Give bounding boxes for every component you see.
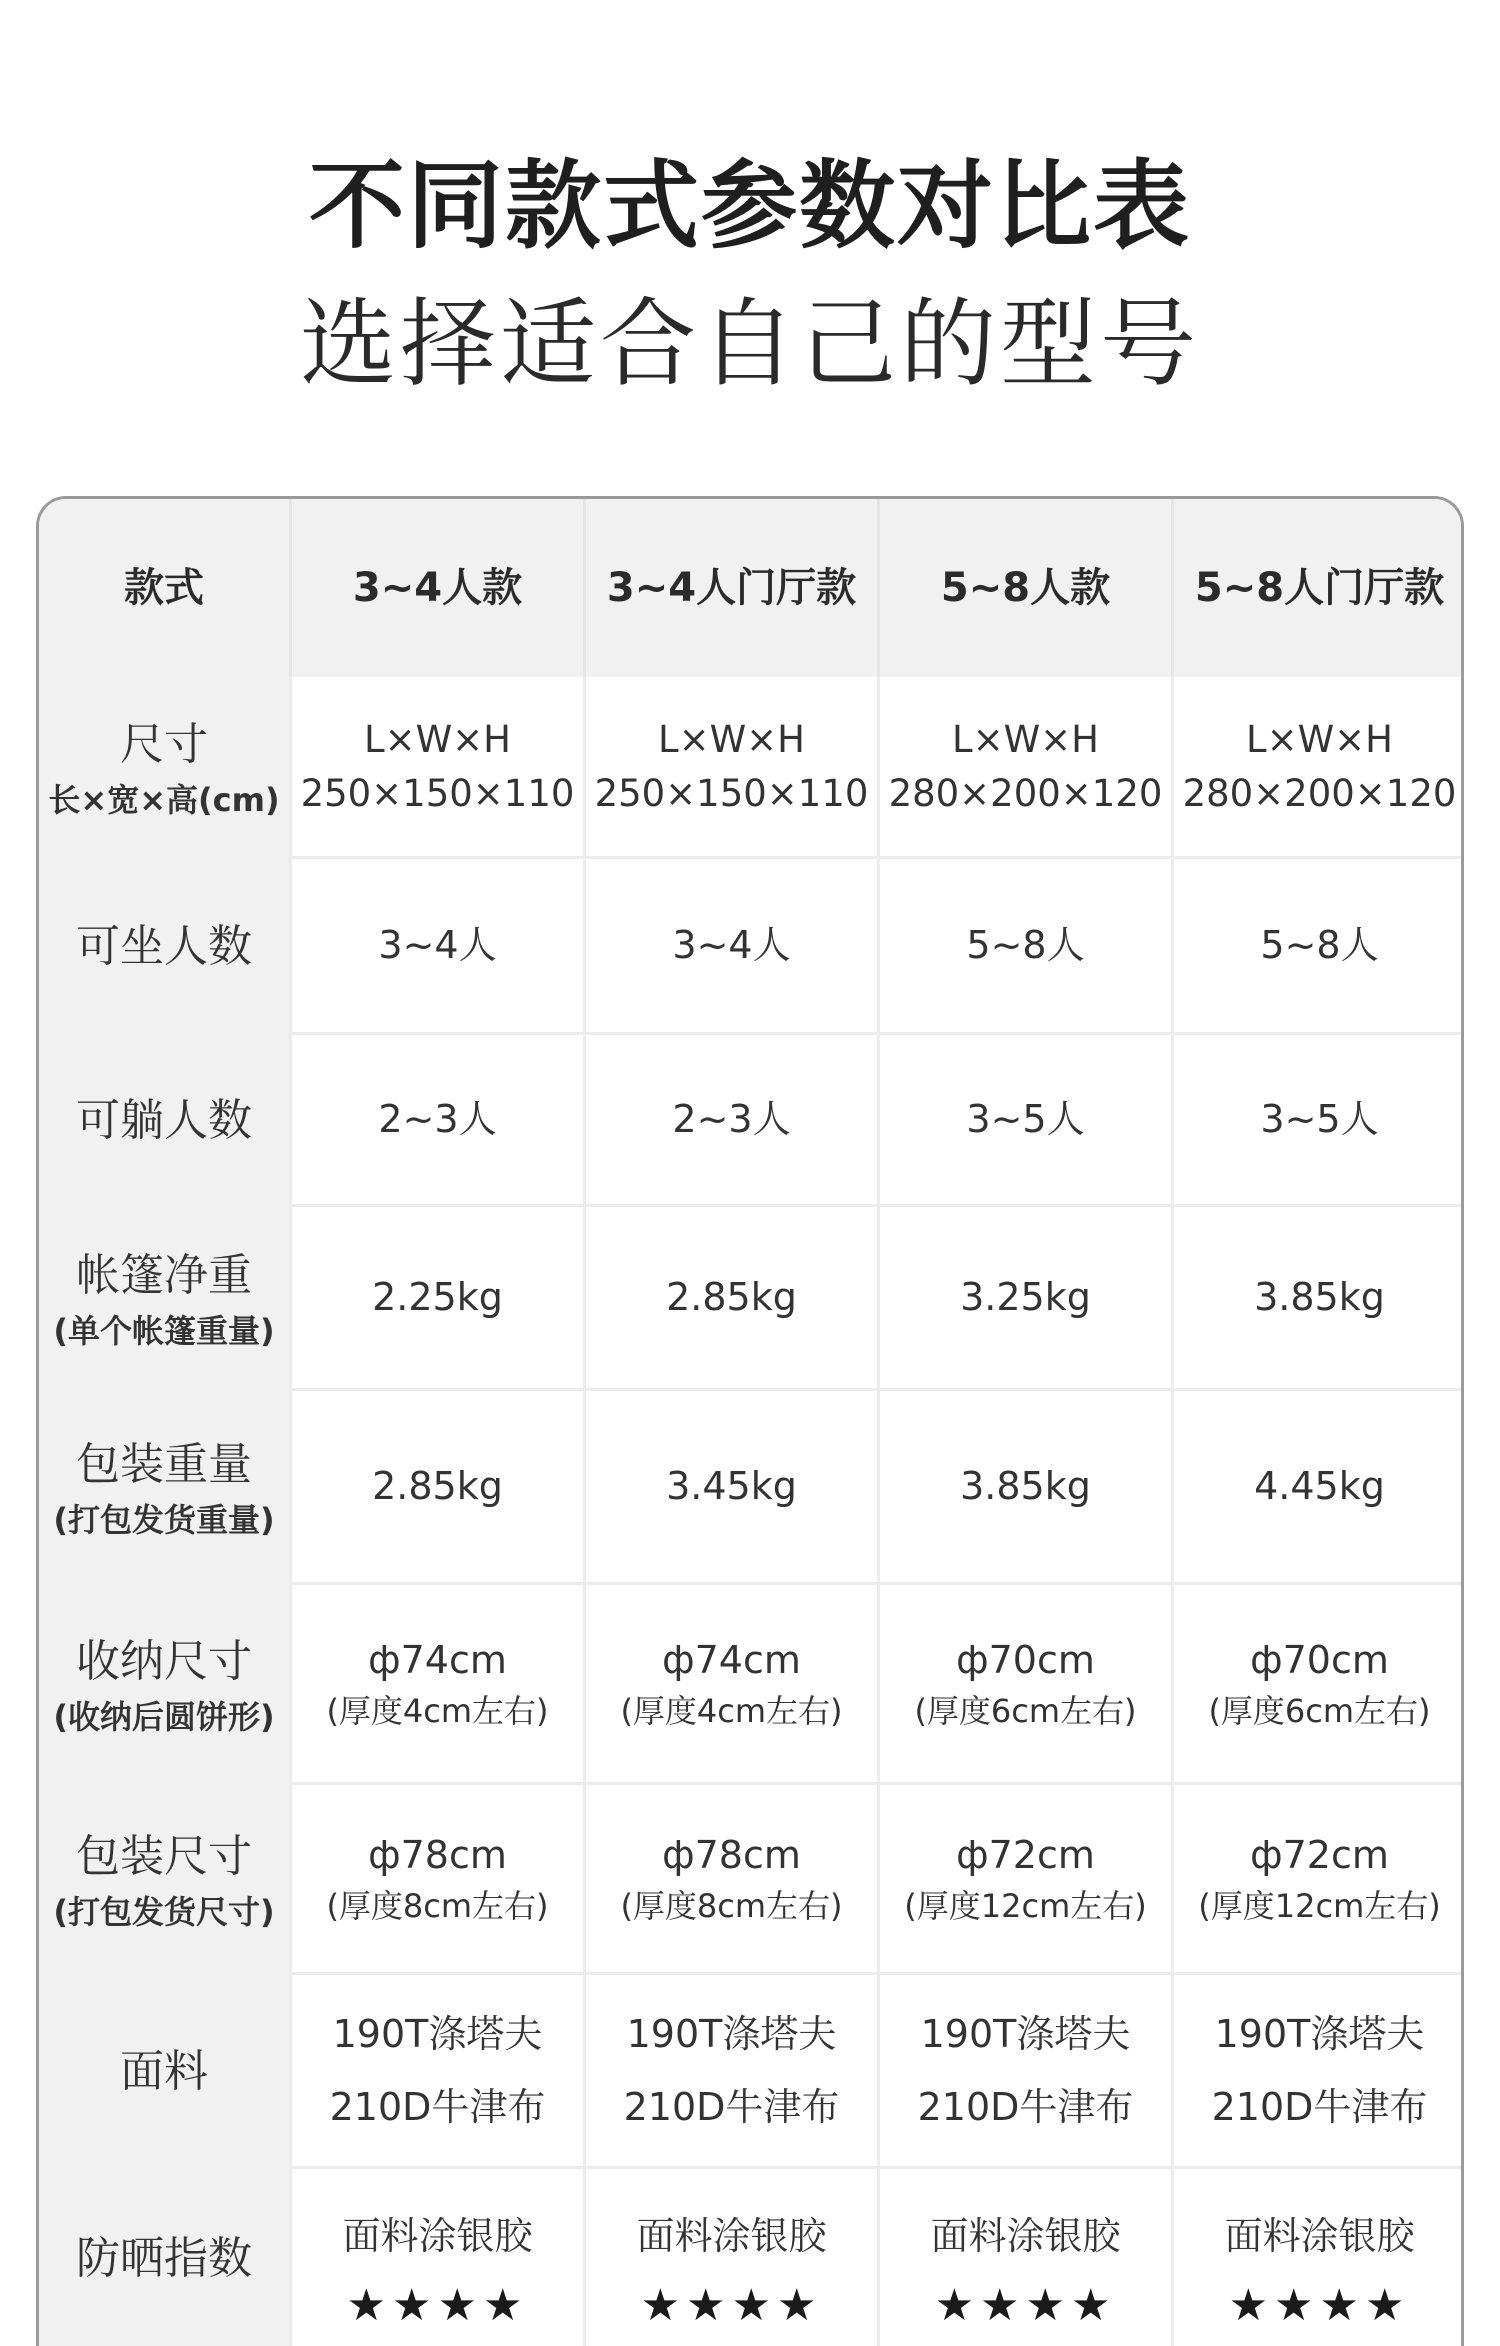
table-cell (289, 1975, 583, 2169)
page-header (0, 0, 1500, 490)
row-label (39, 2169, 289, 2346)
table-header-row (39, 499, 1464, 677)
cell-line: 190T涤塔夫 (332, 2012, 543, 2057)
row-label (39, 1975, 289, 2169)
cell-line: (厚度8cm左右) (326, 1886, 549, 1925)
comparison-table (36, 496, 1464, 2346)
cell-line: ф74cm (662, 1637, 801, 1682)
cell-line: 190T涤塔夫 (626, 2012, 837, 2057)
table-cell (289, 677, 583, 859)
table-cell: 3.45kg (583, 1391, 877, 1585)
table-cell: 3.85kg (1171, 1207, 1464, 1391)
table-row-seat (39, 859, 1464, 1035)
table-cell: 4.45kg (1171, 1391, 1464, 1585)
row-label (39, 1207, 289, 1391)
cell-line: 250×150×110 (300, 771, 575, 815)
table-row-fabric (39, 1975, 1464, 2169)
table-cell (289, 2169, 583, 2346)
cell-line: 面料涂银胶 (342, 2214, 533, 2258)
table-cell (877, 677, 1171, 859)
table-cell (877, 1585, 1171, 1785)
column-header: 5~8人门厅款 (1171, 499, 1464, 677)
table-cell (877, 2169, 1171, 2346)
cell-line: ф70cm (1250, 1637, 1389, 1682)
row-label-main: 包装重量 (76, 1438, 252, 1490)
table-cell (289, 1585, 583, 1785)
row-label-sub: (打包发货尺寸) (53, 1892, 275, 1931)
page-title: 不同款式参数对比表 (309, 150, 1191, 262)
cell-line: L×W×H (657, 717, 806, 761)
cell-line: (厚度8cm左右) (620, 1886, 843, 1925)
cell-line: ф78cm (662, 1832, 801, 1877)
cell-line: ф72cm (956, 1832, 1095, 1877)
row-label (39, 1391, 289, 1585)
cell-line: 210D牛津布 (917, 2084, 1134, 2129)
cell-line: 280×200×120 (888, 771, 1163, 815)
table-cell: 3~5人 (1171, 1035, 1464, 1207)
table-row-pack-weight (39, 1391, 1464, 1585)
row-label (39, 677, 289, 859)
table-cell: 2.25kg (289, 1207, 583, 1391)
cell-line: 250×150×110 (594, 771, 869, 815)
cell-line: 190T涤塔夫 (1214, 2012, 1425, 2057)
cell-line: (厚度4cm左右) (326, 1691, 549, 1730)
table-row-size (39, 677, 1464, 859)
table-row-package (39, 1785, 1464, 1975)
table-cell: 3~4人 (583, 859, 877, 1035)
column-header: 5~8人款 (877, 499, 1171, 677)
table-cell (289, 1785, 583, 1975)
row-label (39, 1585, 289, 1785)
table-cell (583, 1785, 877, 1975)
row-label-main: 包装尺寸 (76, 1830, 252, 1882)
page-subtitle: 选择适合自己的型号 (300, 288, 1200, 400)
cell-line: (厚度12cm左右) (904, 1886, 1147, 1925)
row-label-main: 收纳尺寸 (76, 1635, 252, 1687)
table-row-net-weight (39, 1207, 1464, 1391)
table-cell (583, 1585, 877, 1785)
table-cell (1171, 1585, 1464, 1785)
cell-line: (厚度6cm左右) (1208, 1691, 1431, 1730)
table-cell (583, 1975, 877, 2169)
cell-line: (厚度4cm左右) (620, 1691, 843, 1730)
table-cell: 2.85kg (289, 1391, 583, 1585)
row-label-sub: (打包发货重量) (53, 1500, 275, 1539)
table-row-uv (39, 2169, 1464, 2346)
table-cell (1171, 1975, 1464, 2169)
row-label (39, 1035, 289, 1207)
cell-line: (厚度12cm左右) (1198, 1886, 1441, 1925)
column-header: 3~4人款 (289, 499, 583, 677)
table-cell (583, 677, 877, 859)
cell-line: 面料涂银胶 (930, 2214, 1121, 2258)
table-cell (877, 1785, 1171, 1975)
row-label-sub: 长×宽×高(cm) (48, 780, 280, 819)
row-label-main: 尺寸 (120, 718, 208, 770)
table-cell: 2~3人 (289, 1035, 583, 1207)
table-cell: 3~5人 (877, 1035, 1171, 1207)
table-cell (1171, 1785, 1464, 1975)
cell-line: L×W×H (951, 717, 1100, 761)
cell-line: 280×200×120 (1182, 771, 1457, 815)
cell-line: ф70cm (956, 1637, 1095, 1682)
table-row-lie (39, 1035, 1464, 1207)
star-rating-icon: ★★★★ (1228, 2280, 1411, 2332)
cell-line: 210D牛津布 (1211, 2084, 1428, 2129)
table-cell: 3~4人 (289, 859, 583, 1035)
cell-line: 190T涤塔夫 (920, 2012, 1131, 2057)
table-cell (877, 1975, 1171, 2169)
cell-line: 面料涂银胶 (1224, 2214, 1415, 2258)
cell-line: (厚度6cm左右) (914, 1691, 1137, 1730)
table-cell (1171, 677, 1464, 859)
star-rating-icon: ★★★★ (640, 2280, 823, 2332)
table-cell: 3.85kg (877, 1391, 1171, 1585)
table-cell (1171, 2169, 1464, 2346)
cell-line: 面料涂银胶 (636, 2214, 827, 2258)
row-label-sub: (单个帐篷重量) (53, 1311, 275, 1350)
column-header: 3~4人门厅款 (583, 499, 877, 677)
table-cell: 5~8人 (877, 859, 1171, 1035)
star-rating-icon: ★★★★ (346, 2280, 529, 2332)
row-label-main: 可躺人数 (76, 1095, 252, 1147)
table-cell: 2~3人 (583, 1035, 877, 1207)
row-label-sub: (收纳后圆饼形) (53, 1697, 275, 1736)
table-cell (583, 2169, 877, 2346)
row-label-main: 可坐人数 (76, 921, 252, 973)
row-label (39, 859, 289, 1035)
row-label-main: 面料 (120, 2046, 208, 2098)
cell-line: 210D牛津布 (623, 2084, 840, 2129)
table-cell: 5~8人 (1171, 859, 1464, 1035)
cell-line: ф72cm (1250, 1832, 1389, 1877)
cell-line: L×W×H (1245, 717, 1394, 761)
row-label-main: 防晒指数 (76, 2233, 252, 2284)
row-label (39, 1785, 289, 1975)
table-cell: 2.85kg (583, 1207, 877, 1391)
star-rating-icon: ★★★★ (934, 2280, 1117, 2332)
cell-line: L×W×H (363, 717, 512, 761)
cell-line: ф74cm (368, 1637, 507, 1682)
table-cell: 3.25kg (877, 1207, 1171, 1391)
corner-label: 款式 (39, 499, 289, 677)
cell-line: ф78cm (368, 1832, 507, 1877)
row-label-main: 帐篷净重 (76, 1249, 252, 1301)
cell-line: 210D牛津布 (329, 2084, 546, 2129)
table-row-storage (39, 1585, 1464, 1785)
